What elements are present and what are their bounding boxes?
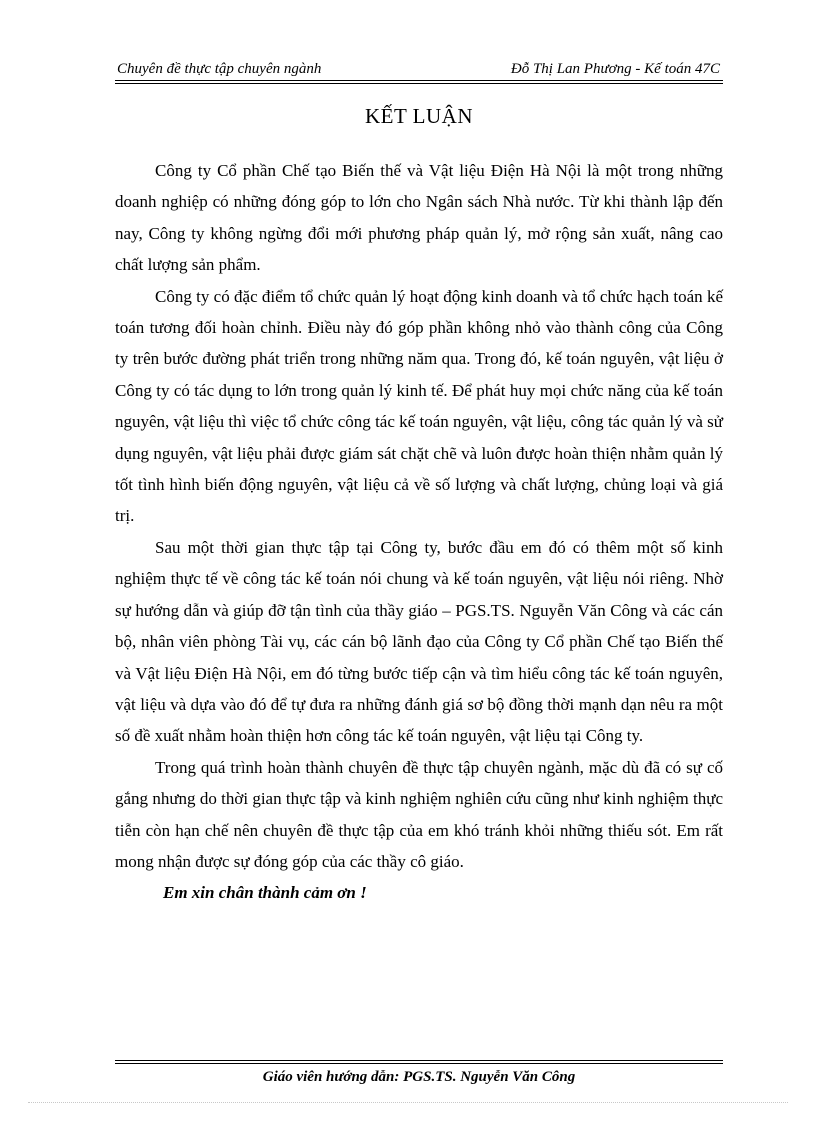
header-author: Đỗ Thị Lan Phương - Kế toán 47C: [510, 61, 720, 77]
footer-supervisor: Giáo viên hướng dẫn: PGS.TS. Nguyễn Văn Công: [262, 1069, 576, 1085]
header-rule-bottom: [115, 83, 723, 84]
footer-rule-top: [115, 1060, 723, 1061]
header-course-title: Chuyên đề thực tập chuyên ngành: [117, 61, 322, 77]
paragraph-2: Công ty có đặc điểm tổ chức quản lý hoạt động kinh doanh và tổ chức hạch toán kế toán tương đối hoàn chỉnh. Điều này đó góp phần không nhỏ vào thành công của Công ty trên bước đường phát triển trong những năm qua. Trong đó, kế toán nguyên, vật liệu ở Công ty có tác dụng to lớn trong quản lý kinh tế. Để phát huy mọi chức năng của kế toán nguyên, vật liệu thì việc tổ chức công tác kế toán nguyên, vật liệu, công tác quản lý và sử dụng nguyên, vật liệu phải được giám sát chặt chẽ và luôn được hoàn thiện nhằm quản lý tốt tình hình biến động nguyên, vật liệu cả về số lượng và chất lượng, chủng loại và giá trị.: [115, 286, 723, 526]
document-body: [115, 155, 723, 909]
paragraph-4: Trong quá trình hoàn thành chuyên đề thực tập chuyên ngành, mặc dù đã có sự cố gắng nhưng do thời gian thực tập và kinh nghiệm nghiên cứu cũng như kinh nghiệm thực tiễn còn hạn chế nên chuyên đề thực tập của em khó tránh khỏi những thiếu sót. Em rất mong nhận được sự đóng góp của các thầy cô giáo.: [115, 757, 723, 871]
paragraph-3: Sau một thời gian thực tập tại Công ty, bước đầu em đó có thêm một số kinh nghiệm thực tế về công tác kế toán nói chung và kế toán nguyên, vật liệu nói riêng. Nhờ sự hướng dẫn và giúp đỡ tận tình của thầy giáo – PGS.TS. Nguyễn Văn Công và các cán bộ, nhân viên phòng Tài vụ, các cán bộ lãnh đạo của Công ty Cổ phần Chế tạo Biến thế và Vật liệu Điện Hà Nội, em đó từng bước tiếp cận và tìm hiểu công tác kế toán nguyên, vật liệu và dựa vào đó để tự đưa ra những đánh giá sơ bộ đồng thời mạnh dạn nêu ra một số đề xuất nhằm hoàn thiện hơn công tác kế toán nguyên, vật liệu tại Công ty.: [115, 537, 723, 746]
page-title: KẾT LUẬN: [364, 104, 473, 128]
header-rule-top: [115, 80, 723, 81]
footer-rule-bottom: [115, 1063, 723, 1064]
closing-line: Em xin chân thành cảm ơn !: [163, 883, 367, 903]
page-bottom-dotted-line: [28, 1102, 788, 1103]
page-header: [115, 59, 723, 79]
paragraph-1: Công ty Cổ phần Chế tạo Biến thế và Vật liệu Điện Hà Nội là một trong những doanh nghiệp có những đóng góp to lớn cho Ngân sách Nhà nước. Từ khi thành lập đến nay, Công ty không ngừng đổi mới phương pháp quản lý, mở rộng sản xuất, nâng cao chất lượng sản phẩm.: [115, 161, 723, 275]
